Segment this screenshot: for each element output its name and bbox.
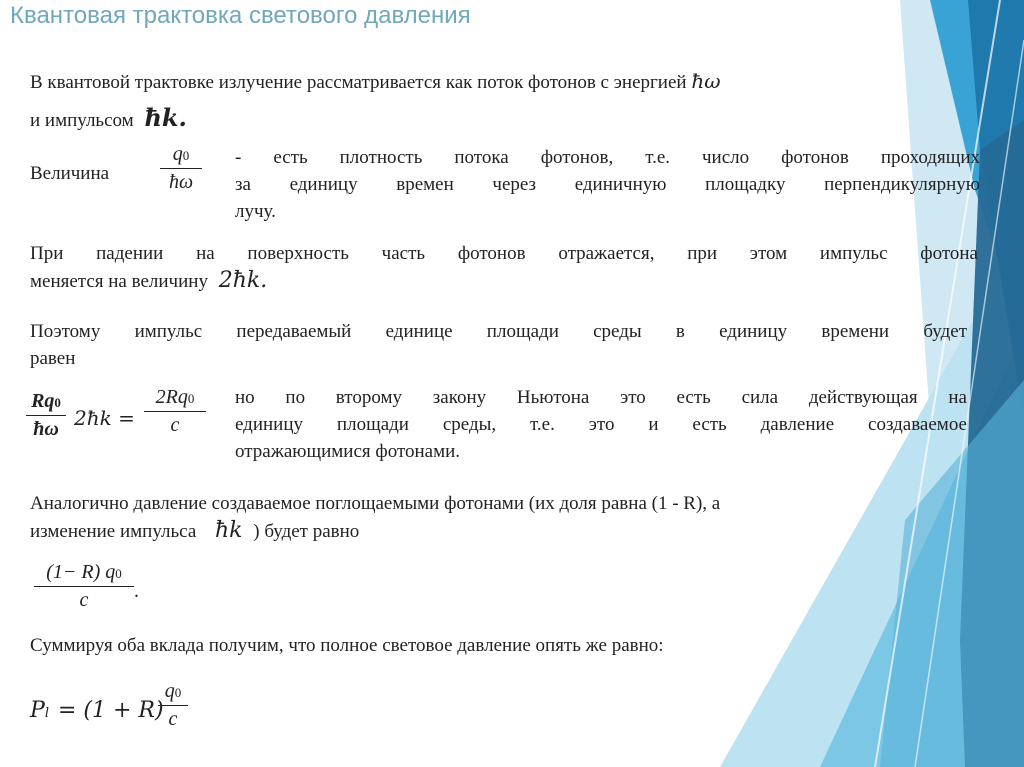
eq1-middle: 2ħk = (74, 406, 135, 430)
flux-fraction-numerator: q0 (172, 143, 190, 165)
flux-description-line-2: за единицу времен через единичную площадку перпендикулярную (235, 174, 980, 195)
summary-line: Суммируя оба вклада получим, что полное световое давление опять же равно: (30, 635, 664, 656)
eq1-right-fraction: 2Rq0 c (144, 386, 206, 437)
flux-fraction-bar (160, 168, 202, 169)
absorption-line-2-end: ) будет равно (253, 521, 360, 542)
newton-paragraph (235, 384, 967, 465)
momentum-symbol: ħk. (144, 103, 187, 132)
newton-line-3: отражающимися фотонами. (235, 441, 461, 462)
momentum-label: и импульсом (30, 110, 134, 131)
flux-fraction-denominator: ħω (168, 171, 194, 193)
intro-text: В квантовой трактовке излучение рассматривается как поток фотонов с энергией (30, 72, 687, 93)
absorption-paragraph (30, 490, 970, 545)
quantity-label: Величина (30, 163, 110, 184)
momentum-transfer-line-1: Поэтому импульс передаваемый единице площади среды в единицу времени будет (30, 321, 967, 342)
intro-line-1 (30, 68, 721, 96)
reflection-line-1: При падении на поверхность часть фотонов отражается, при этом импульс фотона (30, 243, 978, 264)
absorption-formula: ħk (215, 518, 243, 543)
eq2-fraction: (1− R) q0 c (34, 561, 134, 612)
newton-line-2: единицу площади среды, т.е. это и есть давление создаваемое (235, 414, 967, 435)
absorption-line-2: изменение импульса (30, 521, 197, 542)
intro-line-2 (30, 104, 187, 134)
slide-title: Квантовая трактовка светового давления (10, 2, 471, 29)
flux-description-line-3: лучу. (235, 201, 276, 222)
eq3-lhs: Pl (30, 698, 49, 723)
eq1-left-fraction: Rq0 ħω (26, 390, 66, 441)
absorption-line-1: Аналогично давление создаваемое поглощаемыми фотонами (их доля равна (1 - R), а (30, 493, 721, 514)
flux-description-line-1: - есть плотность потока фотонов, т.е. число фотонов проходящих (235, 147, 980, 168)
reflection-formula: 2ħk. (218, 268, 268, 293)
momentum-transfer-line-2: равен (30, 348, 76, 369)
flux-fraction (160, 143, 202, 194)
reflection-line-2: меняется на величину (30, 271, 208, 292)
momentum-transfer-paragraph (30, 318, 967, 372)
energy-symbol: ħω (691, 69, 721, 93)
eq3-fraction: q0 c (158, 680, 188, 731)
newton-line-1: но по второму закону Ньютона это есть сила действующая на (235, 387, 967, 408)
flux-description (235, 144, 980, 225)
eq3-middle: = (1 + R) (58, 698, 164, 723)
eq2-period: . (134, 580, 139, 602)
reflection-paragraph (30, 240, 978, 295)
